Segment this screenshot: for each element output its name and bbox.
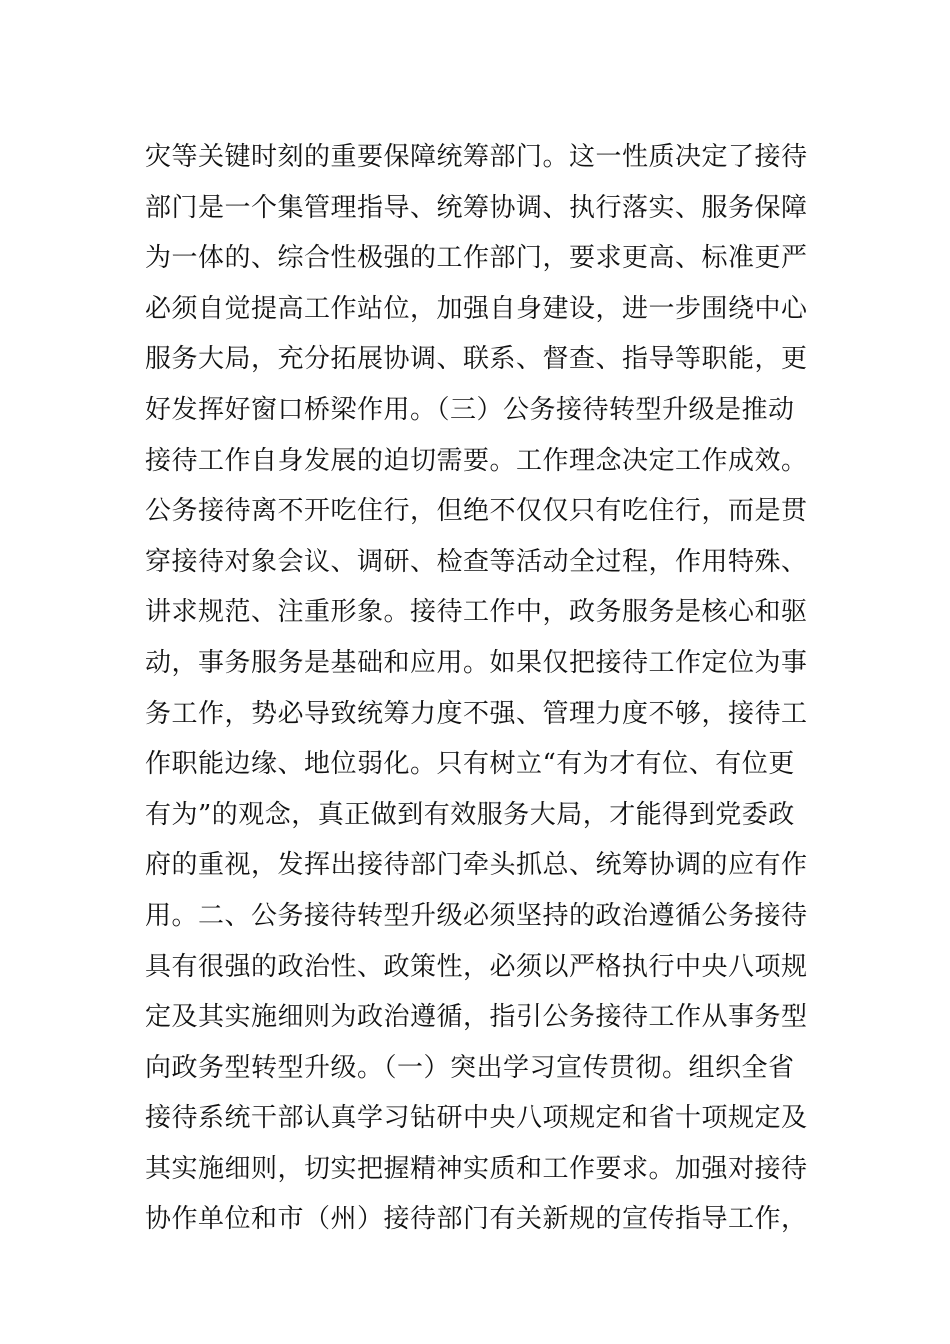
text-line: 穿接待对象会议、调研、检查等活动全过程，作用特殊、	[145, 546, 808, 577]
text-line: 向政务型转型升级。（一）突出学习宣传贯彻。组织全省	[145, 1052, 795, 1083]
text-line: 讲求规范、注重形象。接待工作中，政务服务是核心和驱	[145, 597, 808, 628]
text-line: 为一体的、综合性极强的工作部门，要求更高、标准更严	[145, 243, 808, 274]
text-line: 协作单位和市（州）接待部门有关新规的宣传指导工作，	[145, 1204, 808, 1235]
text-line: 务工作，势必导致统筹力度不强、管理力度不够，接待工	[145, 698, 808, 729]
text-line: 有为”的观念，真正做到有效服务大局，才能得到党委政	[145, 799, 795, 830]
text-line: 接待工作自身发展的迫切需要。工作理念决定工作成效。	[145, 445, 808, 476]
text-line: 府的重视，发挥出接待部门牵头抓总、统筹协调的应有作	[145, 850, 808, 881]
text-line: 作职能边缘、地位弱化。只有树立“有为才有位、有位更	[145, 749, 795, 780]
text-line: 接待系统干部认真学习钻研中央八项规定和省十项规定及	[145, 1103, 808, 1134]
text-line: 公务接待离不开吃住行，但绝不仅仅只有吃住行，而是贯	[145, 496, 808, 527]
text-line: 部门是一个集管理指导、统筹协调、执行落实、服务保障	[145, 192, 808, 223]
text-line: 好发挥好窗口桥梁作用。（三）公务接待转型升级是推动	[145, 394, 795, 425]
body-text	[145, 132, 810, 1245]
text-line: 定及其实施细则为政治遵循，指引公务接待工作从事务型	[145, 1002, 808, 1033]
text-line: 具有很强的政治性、政策性，必须以严格执行中央八项规	[145, 951, 808, 982]
text-line: 其实施细则，切实把握精神实质和工作要求。加强对接待	[145, 1153, 808, 1184]
text-line: 用。二、公务接待转型升级必须坚持的政治遵循公务接待	[145, 900, 808, 931]
text-line: 必须自觉提高工作站位，加强自身建设，进一步围绕中心	[145, 293, 808, 324]
text-line: 灾等关键时刻的重要保障统筹部门。这一性质决定了接待	[145, 142, 808, 172]
text-line: 动，事务服务是基础和应用。如果仅把接待工作定位为事	[145, 647, 808, 678]
text-line: 服务大局，充分拓展协调、联系、督查、指导等职能，更	[145, 344, 808, 375]
